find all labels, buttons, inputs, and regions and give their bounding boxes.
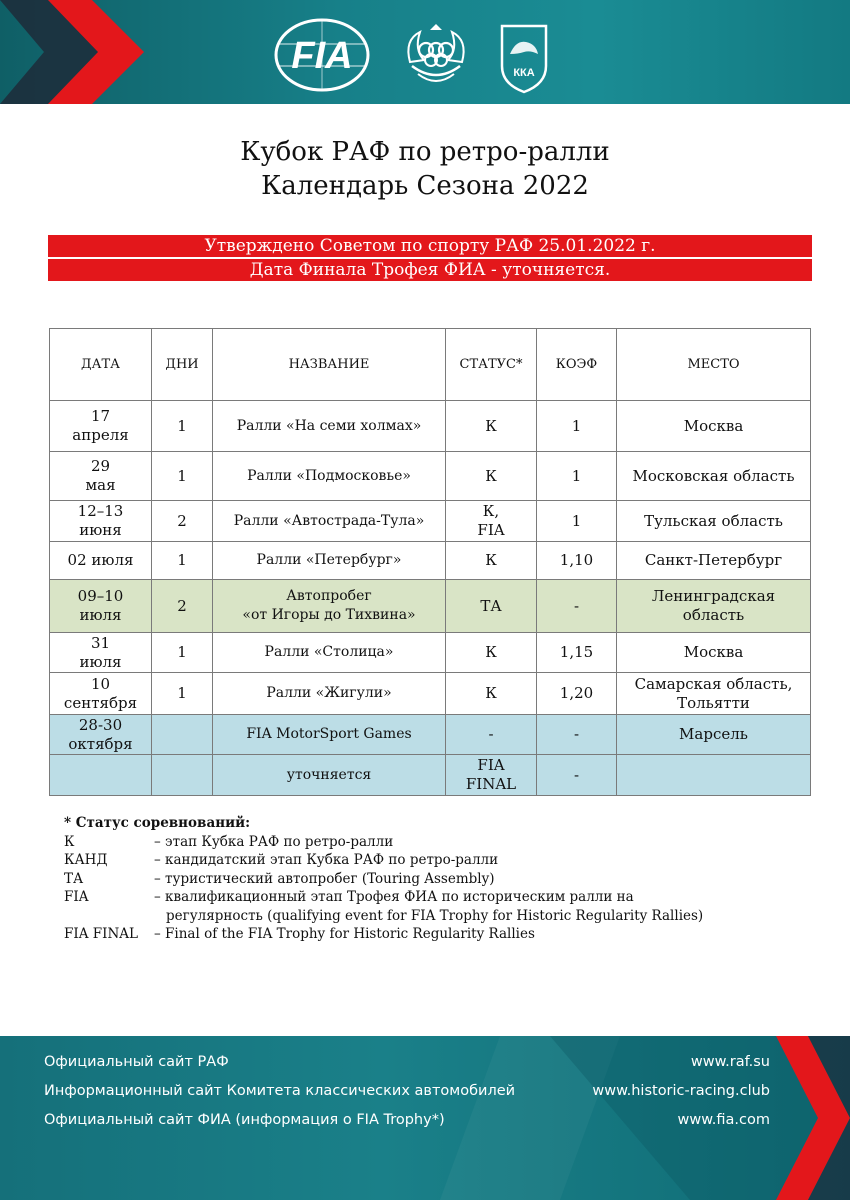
table-row [50,542,811,580]
legend-description: – квалификационный этап Трофея ФИА по историческим ралли на [154,889,634,905]
cell-status: К [446,542,537,580]
link-historic-racing[interactable]: www.historic-racing.club [592,1083,770,1099]
cell-date: 09–10 июля [50,580,152,633]
cell-days: 1 [152,542,213,580]
cell-days: 1 [152,633,213,673]
cell-coef: - [537,755,617,796]
cell-coef: 1,15 [537,633,617,673]
table-row [50,501,811,542]
footer-label-raf: Официальный сайт РАФ [44,1054,229,1070]
footer-label-classic-cars: Информационный сайт Комитета классических автомобилей [44,1083,516,1099]
legend-item [64,833,784,852]
cell-coef: 1 [537,452,617,501]
legend-code: FIA FINAL [64,926,138,942]
column-header-date: ДАТА [50,329,152,401]
title-line-1: Кубок РАФ по ретро-ралли [240,137,610,167]
cell-date: 28-30 октября [50,715,152,755]
legend-code: FIA [64,889,89,905]
header-banner [0,0,850,104]
column-header-status: СТАТУС* [446,329,537,401]
legend-description: – кандидатский этап Кубка РАФ по ретро-ралли [154,852,499,868]
column-header-name: НАЗВАНИЕ [213,329,446,401]
legend-description: – туристический автопробег (Touring Assembly) [154,870,495,887]
cell-status: ТА [446,580,537,633]
cell-name: Ралли «На семи холмах» [213,401,446,452]
cell-days: 1 [152,452,213,501]
cell-coef: - [537,715,617,755]
cell-coef: 1,10 [537,542,617,580]
table-row [50,715,811,755]
cell-name: Ралли «Столица» [213,633,446,673]
cell-status: К [446,452,537,501]
cell-status: К, FIA [446,501,537,542]
final-date-notice: Дата Финала Трофея ФИА - уточняется. [48,259,812,281]
legend-item [64,925,784,944]
cell-name: Ралли «Подмосковье» [213,452,446,501]
approval-notice: Утверждено Советом по спорту РАФ 25.01.2022 г. [48,235,812,257]
footer-banner [0,1036,850,1200]
cell-coef: 1,20 [537,673,617,715]
cell-days [152,755,213,796]
table-row [50,673,811,715]
cell-status: К [446,633,537,673]
legend-code: К [64,833,75,850]
table-header-row [50,329,811,401]
status-legend [64,814,784,944]
cell-name: Ралли «Автострада-Тула» [213,501,446,542]
calendar-table [49,328,811,796]
legend-item [64,870,784,889]
legend-code: ТА [64,870,84,887]
legend-description: регулярность (qualifying event for FIA Trophy for Historic Regularity Rallies) [166,907,704,924]
cell-coef: 1 [537,501,617,542]
cell-name: уточняется [213,755,446,796]
cell-status: - [446,715,537,755]
cell-days: 1 [152,401,213,452]
cell-name: Автопробег «от Игоры до Тихвина» [213,580,446,633]
title-line-2: Календарь Сезона 2022 [261,171,589,201]
cell-place: Московская область [617,452,811,501]
cell-days [152,715,213,755]
cell-coef: 1 [537,401,617,452]
cell-name: Ралли «Петербург» [213,542,446,580]
legend-item [64,851,784,870]
cell-place [617,755,811,796]
svg-text:FIA: FIA [291,35,353,77]
cell-days: 2 [152,501,213,542]
cell-date: 10 сентября [50,673,152,715]
table-row [50,633,811,673]
kka-logo [496,20,552,94]
cell-place: Санкт-Петербург [617,542,811,580]
cell-place: Тульская область [617,501,811,542]
cell-days: 1 [152,673,213,715]
page-title [0,135,850,203]
column-header-coef: КОЭФ [537,329,617,401]
cell-place: Москва [617,633,811,673]
cell-place: Москва [617,401,811,452]
legend-description: – Final of the FIA Trophy for Historic Regularity Rallies [154,926,535,942]
legend-code: КАНД [64,852,108,868]
fia-logo [274,18,370,92]
cell-date: 02 июля [50,542,152,580]
cell-date: 29 мая [50,452,152,501]
svg-text:ККА: ККА [513,67,535,79]
cell-status: FIA FINAL [446,755,537,796]
legend-item [64,888,784,907]
cell-name: Ралли «Жигули» [213,673,446,715]
link-raf[interactable]: www.raf.su [690,1054,770,1070]
cell-place: Ленинградская область [617,580,811,633]
cell-date: 31 июля [50,633,152,673]
cell-status: К [446,673,537,715]
legend-item-continuation [64,907,784,926]
table-row [50,401,811,452]
cell-place: Самарская область, Тольятти [617,673,811,715]
link-fia[interactable]: www.fia.com [677,1112,770,1128]
cell-date: 17 апреля [50,401,152,452]
cell-date [50,755,152,796]
legend-description: – этап Кубка РАФ по ретро-ралли [154,833,394,850]
column-header-place: МЕСТО [617,329,811,401]
cell-date: 12–13 июня [50,501,152,542]
column-header-days: ДНИ [152,329,213,401]
cell-days: 2 [152,580,213,633]
legend-title: * Статус соревнований: [64,815,251,831]
cell-status: К [446,401,537,452]
cell-coef: - [537,580,617,633]
footer-label-fia: Официальный сайт ФИА (информация о FIA Trophy*) [44,1112,445,1128]
table-row [50,755,811,796]
cell-place: Марсель [617,715,811,755]
table-row [50,452,811,501]
table-row [50,580,811,633]
raf-emblem-logo [402,22,470,92]
cell-name: FIA MotorSport Games [213,715,446,755]
